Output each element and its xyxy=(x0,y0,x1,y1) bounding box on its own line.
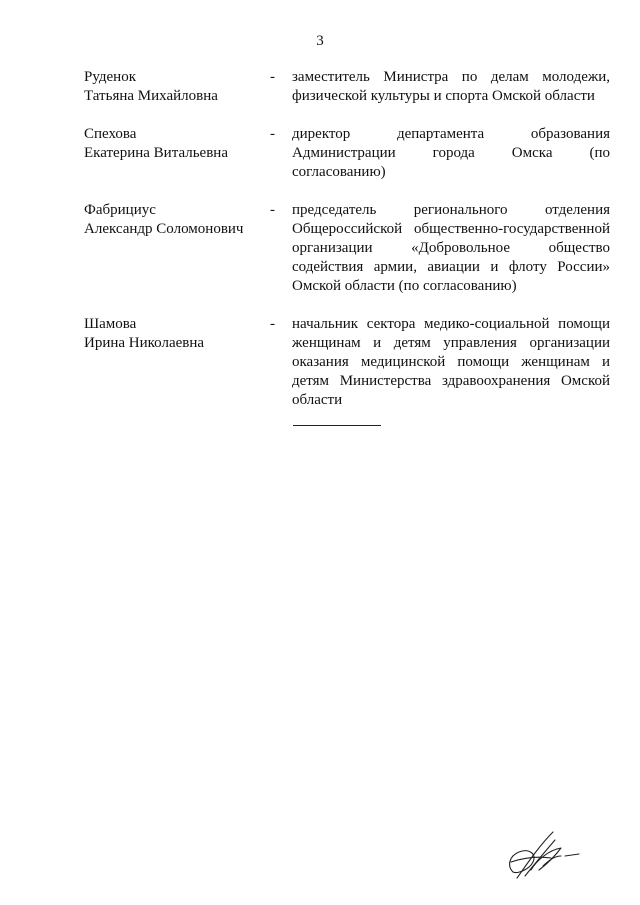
member-dash: - xyxy=(270,202,275,218)
closing-separator-line xyxy=(293,425,381,426)
member-role-line: оказания медицинской помощи женщинам и xyxy=(292,354,610,370)
member-given-names: Татьяна Михайловна xyxy=(84,88,218,104)
member-role xyxy=(292,315,610,410)
page-number: 3 xyxy=(316,33,324,49)
member-role xyxy=(292,125,610,182)
handwritten-signature-icon xyxy=(503,826,595,882)
member-surname: Фабрициус xyxy=(84,202,156,218)
member-surname: Спехова xyxy=(84,126,137,142)
member-role-line: Общероссийской общественно-государственной xyxy=(292,221,610,237)
member-role-line: детям Министерства здравоохранения Омской xyxy=(292,373,610,389)
member-entry-shamova xyxy=(84,315,610,410)
member-role-line: начальник сектора медико-социальной помощи xyxy=(292,316,610,332)
member-role-line: Администрации города Омска (по xyxy=(292,145,610,161)
member-role-line: содействия армии, авиации и флоту России» xyxy=(292,259,610,275)
member-surname: Руденок xyxy=(84,69,137,85)
member-role-line: области xyxy=(292,392,343,408)
member-dash: - xyxy=(270,69,275,85)
member-dash: - xyxy=(270,316,275,332)
member-role-line: женщинам и детям управления организации xyxy=(292,335,610,351)
member-given-names: Екатерина Витальевна xyxy=(84,145,228,161)
member-entry-rudenok xyxy=(84,68,610,106)
member-entry-fabricius xyxy=(84,201,610,296)
member-given-names: Ирина Николаевна xyxy=(84,335,205,351)
member-entry-spekhova xyxy=(84,125,610,182)
member-name xyxy=(84,315,270,410)
member-name xyxy=(84,125,270,182)
member-role-line: физической культуры и спорта Омской области xyxy=(292,88,595,104)
member-role-line: председатель регионального отделения xyxy=(292,202,610,218)
member-role xyxy=(292,201,610,296)
member-given-names: Александр Соломонович xyxy=(84,221,244,237)
member-role-line: заместитель Министра по делам молодежи, xyxy=(292,69,610,85)
member-role xyxy=(292,68,610,106)
member-role-line: организации «Добровольное общество xyxy=(292,240,610,256)
member-dash: - xyxy=(270,126,275,142)
member-role-line: Омской области (по согласованию) xyxy=(292,278,517,294)
member-surname: Шамова xyxy=(84,316,137,332)
member-name xyxy=(84,68,270,106)
member-role-line: директор департамента образования xyxy=(292,126,610,142)
member-name xyxy=(84,201,270,296)
member-list xyxy=(84,68,610,429)
member-role-line: согласованию) xyxy=(292,164,386,180)
